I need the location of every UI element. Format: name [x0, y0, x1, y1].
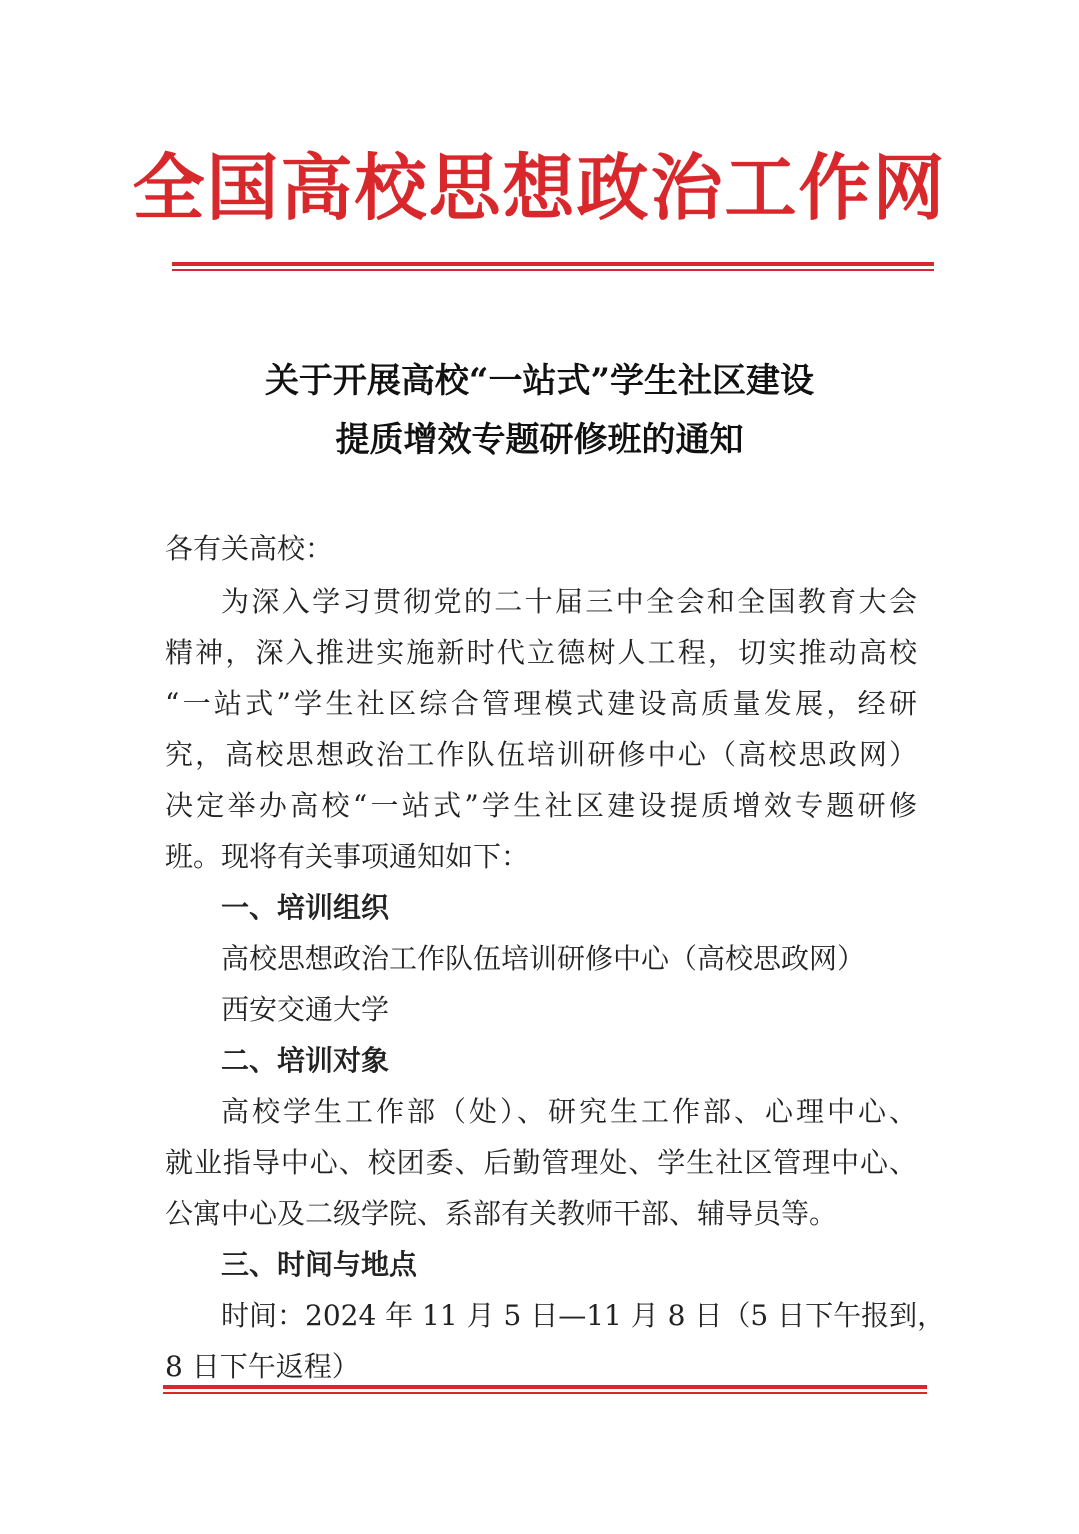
intro-line: 决定举办高校“一站式”学生社区建设提质增效专题研修 [165, 789, 917, 822]
salutation: 各有关高校： [165, 532, 334, 565]
intro-line: 为深入学习贯彻党的二十届三中全会和全国教育大会 [221, 585, 917, 618]
org-header-title: 全国高校思想政治工作网 [132, 145, 947, 230]
audience-line: 公寓中心及二级学院、系部有关教师干部、辅导员等。 [165, 1197, 838, 1230]
section-heading-audience: 二、培训对象 [221, 1044, 390, 1077]
notice-title-line-1: 关于开展高校“一站式”学生社区建设 [264, 361, 815, 401]
intro-line: 精神，深入推进实施新时代立德树人工程，切实推动高校 [165, 636, 917, 669]
section-heading-time-place: 三、时间与地点 [221, 1248, 418, 1281]
footer-double-rule [163, 1385, 927, 1394]
notice-title-line-2: 提质增效专题研修班的通知 [335, 420, 744, 460]
time-line: 时间：2024 年 11 月 5 日—11 月 8 日（5 日下午报到， [221, 1299, 946, 1332]
organization-line: 高校思想政治工作队伍培训研修中心（高校思政网） [221, 942, 866, 975]
organization-line: 西安交通大学 [221, 993, 390, 1026]
intro-line: “一站式”学生社区综合管理模式建设高质量发展，经研 [165, 687, 917, 720]
section-heading-organization: 一、培训组织 [221, 891, 390, 924]
audience-line: 高校学生工作部（处）、研究生工作部、心理中心、 [221, 1095, 917, 1128]
header-double-rule [172, 262, 934, 271]
time-line: 8 日下午返程） [165, 1350, 360, 1383]
intro-line: 班。现将有关事项通知如下： [165, 840, 530, 873]
audience-line: 就业指导中心、校团委、后勤管理处、学生社区管理中心、 [165, 1146, 917, 1179]
intro-line: 究，高校思想政治工作队伍培训研修中心（高校思政网） [165, 738, 917, 771]
